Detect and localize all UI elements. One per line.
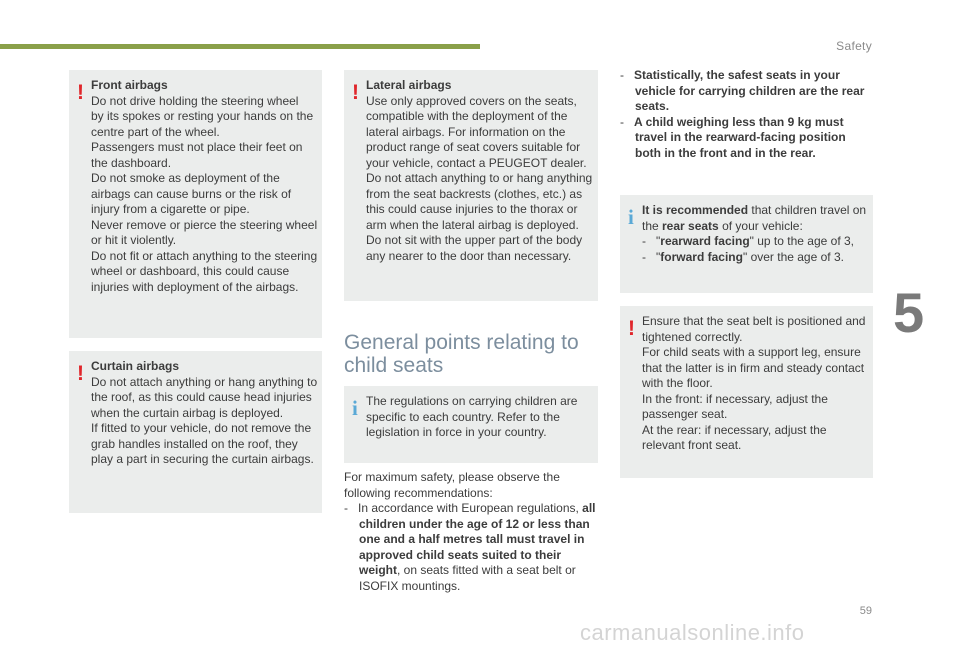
warning-icon: ! [77,362,84,385]
heading-line: child seats [344,354,444,377]
text-line: the roof, as this could cause head injuries [91,390,312,404]
front-airbags-title: Front airbags [91,78,168,92]
page-number: 59 [859,605,872,617]
text-line: centre part of the wheel. [91,124,220,139]
seat-belt-warning-box [620,306,873,478]
text-line: The regulations on carrying children are [366,394,578,408]
text-line: compatible with the deployment of the [366,109,568,123]
info-icon: i [352,396,358,420]
text-line: In the front: if necessary, adjust the [642,391,828,406]
bullet-dash: - [642,249,646,264]
curtain-airbags-warning-box [69,351,322,513]
text-line: Use only approved covers on the seats, [366,93,577,108]
text-span: of your vehicle: [718,218,803,233]
text-line: from the seat backrests (clothes, etc.) as [366,186,583,201]
text-line: play a part in securing the curtain airbags. [91,452,314,466]
text-line: following recommendations: [344,485,493,500]
section-title: Safety [836,39,872,53]
text-line: If fitted to your vehicle, do not remove the [91,421,312,435]
watermark: carmanualsonline.info [580,620,805,645]
text-line: grab handles installed on the roof, they [91,436,298,451]
bullet-european-regulations [344,501,600,594]
bullet-statistics [620,68,874,115]
text-line: any nearer to the door than necessary. [366,248,572,263]
warning-icon: ! [77,81,84,104]
bullet-dash: - [344,501,348,515]
text-line: product range of seat covers suitable for [366,140,581,154]
text-span: that children travel on [748,203,867,217]
text-line: legislation in force in your country. [366,425,547,439]
list-item [642,234,869,250]
curtain-airbags-title: Curtain airbags [91,359,180,373]
recommended-info-box [620,195,873,293]
text-line: wheel or dashboard, this could cause [91,264,290,278]
text-span: " over the age of 3. [742,249,844,264]
bold-text: It is recommended [642,203,749,217]
lateral-airbags-title: Lateral airbags [366,78,452,92]
warning-icon: ! [628,317,635,340]
text-line: Ensure that the seat belt is positioned and [642,314,866,328]
text-line: specific to each country. Refer to the [366,409,560,424]
text-line: Do not attach anything or hang anything to [91,374,318,389]
text-span: " [656,249,661,264]
lateral-airbags-warning-box [344,70,598,301]
text-line: Do not attach anything to or hang anything [366,171,593,185]
text-line: Do not fit or attach anything to the steering [91,248,318,263]
chapter-number: 5 [893,281,925,344]
text-span: " [656,234,661,248]
child-bullets [620,68,874,161]
bullet-text: , on seats fitted with a seat belt or ISOFIX mountings. [359,563,576,593]
text-line: with the floor. [642,376,713,390]
text-line: tightened correctly. [642,329,743,344]
bullet-dash: - [642,234,646,248]
text-line: arm when the lateral airbag is deployed. [366,217,579,232]
bullet-bold-text: Statistically, the safest seats in your vehicle for carrying children are the rear seats. [634,68,865,113]
bold-text: rear seats [662,218,719,233]
text-line: For maximum safety, please observe the [344,470,560,484]
text-line: airbags can cause burns or the risk of [91,186,292,201]
bold-text: rearward facing [660,234,750,248]
text-line: Do not drive holding the steering wheel [91,93,299,108]
header-accent-bar [0,44,480,49]
bold-text: forward facing [660,249,743,264]
info-icon: i [628,205,634,229]
text-line: when the curtain airbag is deployed. [91,405,284,420]
text-line: At the rear: if necessary, adjust the [642,422,827,437]
text-line: Passengers must not place their feet on [91,140,303,154]
text-span: " up to the age of 3, [749,234,854,248]
text-line: Do not smoke as deployment of the [91,171,280,185]
text-line: Never remove or pierce the steering wheel [91,217,318,232]
text-line: For child seats with a support leg, ensure [642,345,861,359]
bullet-text: In accordance with European regulations, [358,501,579,515]
bullet-bold-text: A child weighing less than 9 kg must travel in the rearward-facing position both in the front and in the rear. [634,114,846,160]
regulations-info-box [344,386,598,463]
text-line: by its spokes or resting your hands on the [91,109,314,123]
text-line: injuries with deployment of the airbags. [91,279,299,294]
text-line: lateral airbags. For information on the [366,124,566,139]
text-line [642,203,869,219]
list-item [642,250,869,266]
bullet-dash: - [620,68,624,82]
text-line: passenger seat. [642,407,728,421]
text-line: that the latter is in firm and steady contact [642,360,865,375]
bullet-dash: - [620,114,624,129]
text-line: the dashboard. [91,155,172,170]
text-line: Do not sit with the upper part of the body [366,233,583,247]
text-line: or hit it violently. [91,233,177,247]
warning-icon: ! [352,81,359,104]
section-heading [344,331,604,377]
text-line: your vehicle, contact a PEUGEOT dealer. [366,155,587,170]
text-line: injury from a cigarette or pipe. [91,202,250,216]
bullet-9kg [620,115,874,162]
recommendations-text [344,470,600,594]
bullet-bold-text: all children under the age of 12 or less than one and a half metres tall must travel in approved child seats suited to their weight [359,501,596,577]
heading-line: General points relating to [344,331,579,354]
text-line: this could cause injuries to the thorax or [366,202,578,216]
text-line [642,219,869,235]
text-line: relevant front seat. [642,438,742,452]
text-span: the [642,218,663,233]
front-airbags-warning-box [69,70,322,338]
